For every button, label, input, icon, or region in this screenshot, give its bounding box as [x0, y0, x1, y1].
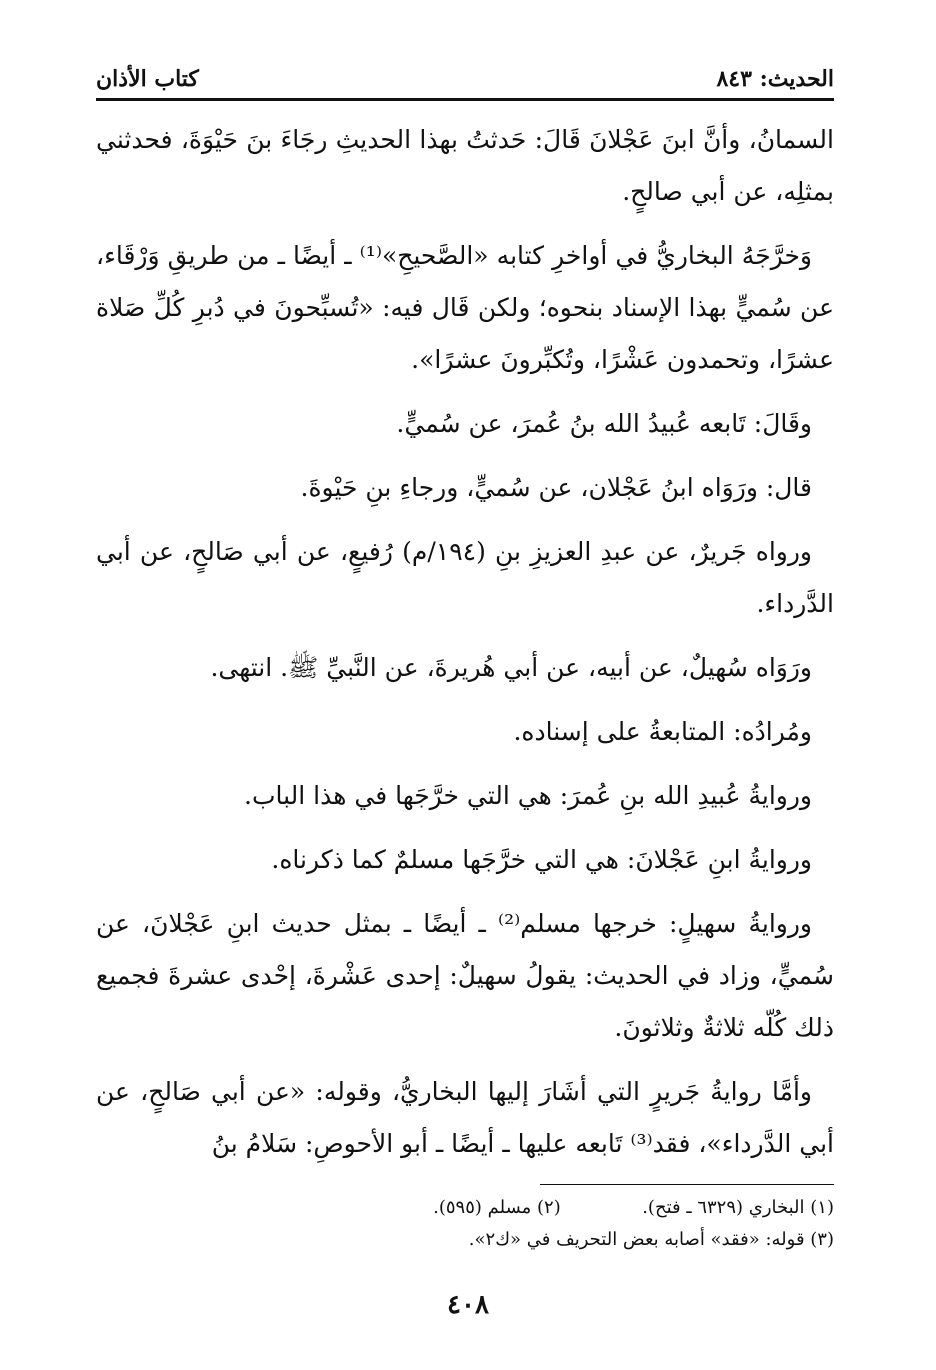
paragraph: ورَوَاه سُهيلٌ، عن أبيه، عن أبي هُريرةَ، عن النَّبيِّ ﷺ. انتهى.: [210, 653, 812, 682]
running-header: [96, 58, 834, 98]
paragraph: ورواه جَريرٌ، عن عبدِ العزيزِ بنِ (١٩٤/م) رُفيعٍ، عن أبي صَالحٍ، عن أبي الدَّرداء.: [96, 537, 834, 618]
paragraph: وقَالَ: تَابعه عُبيدُ الله بنُ عُمرَ، عن سُميٍّ.: [396, 409, 812, 438]
paragraph: ومُرادُه: المتابعةُ على إسناده.: [513, 717, 812, 746]
paragraph: وأمَّا روايةُ جَريرٍ التي أشَارَ إليها البخاريُّ، وقوله: «عن أبي صَالحٍ، عن أبي الدَّرداء»، فقد⁽³⁾ تَابعه عليها ـ أيضًا ـ أبو الأحوصِ: سَلامُ بنُ: [96, 1077, 834, 1158]
paragraph: وروايةُ عُبيدِ الله بنِ عُمرَ: هي التي خرَّجَها في هذا الباب.: [244, 781, 812, 810]
footnote-row: [96, 1224, 834, 1256]
header-divider: [96, 98, 834, 101]
paragraph: وَخرَّجَهُ البخاريُّ في أواخرِ كتابه «الصَّحيحِ»⁽¹⁾ ـ أيضًا ـ من طريقِ وَرْقَاء، عن سُميٍّ بهذا الإسناد بنحوه؛ ولكن قَال فيه: «تُسبِّحونَ في دُبرِ كُلِّ صَلاة عشرًا، وتحمدون عَشْرًا، وتُكبِّرونَ عشرًا».: [96, 241, 834, 374]
paragraph: وروايةُ ابنِ عَجْلانَ: هي التي خرَّجَها مسلمٌ كما ذكرناه.: [271, 845, 812, 874]
footnote-2: (٢) مسلم (٥٩٥).: [433, 1197, 561, 1218]
footnote-1: (١) البخاري (٦٣٢٩ ـ فتح).: [642, 1197, 834, 1218]
paragraph: قال: ورَوَاه ابنُ عَجْلان، عن سُميٍّ، ورجاءِ بنِ حَيْوةَ.: [300, 473, 812, 502]
footnote-divider: [540, 1184, 834, 1185]
book-title-heading: كتاب الأذان: [96, 66, 199, 92]
footnote-row: [96, 1192, 834, 1224]
footnotes: [96, 1192, 834, 1256]
page-number: ٤٠٨: [447, 1290, 489, 1320]
footnote-3: (٣) قوله: «فقد» أصابه بعض التحريف في «ك٢».: [468, 1229, 834, 1250]
paragraph: وروايةُ سهيلٍ: خرجها مسلم⁽²⁾ ـ أيضًا ـ بمثل حديث ابنِ عَجْلانَ، عن سُميٍّ، وزاد في الحديث: يقولُ سهيلٌ: إحدى عَشْرةَ، إحْدى عشرةَ فجميع ذلك كُلّه ثلاثةٌ وثلاثونَ.: [96, 909, 834, 1042]
hadith-number-heading: الحديث: ٨٤٣: [716, 66, 834, 92]
paragraph: السمانُ، وأنَّ ابنَ عَجْلانَ قَالَ: حَدثتُ بهذا الحديثِ رجَاءَ بنَ حَيْوَةَ، فحدثني بمثلِه، عن أبي صالحٍ.: [96, 125, 834, 206]
main-text: [96, 114, 834, 1182]
